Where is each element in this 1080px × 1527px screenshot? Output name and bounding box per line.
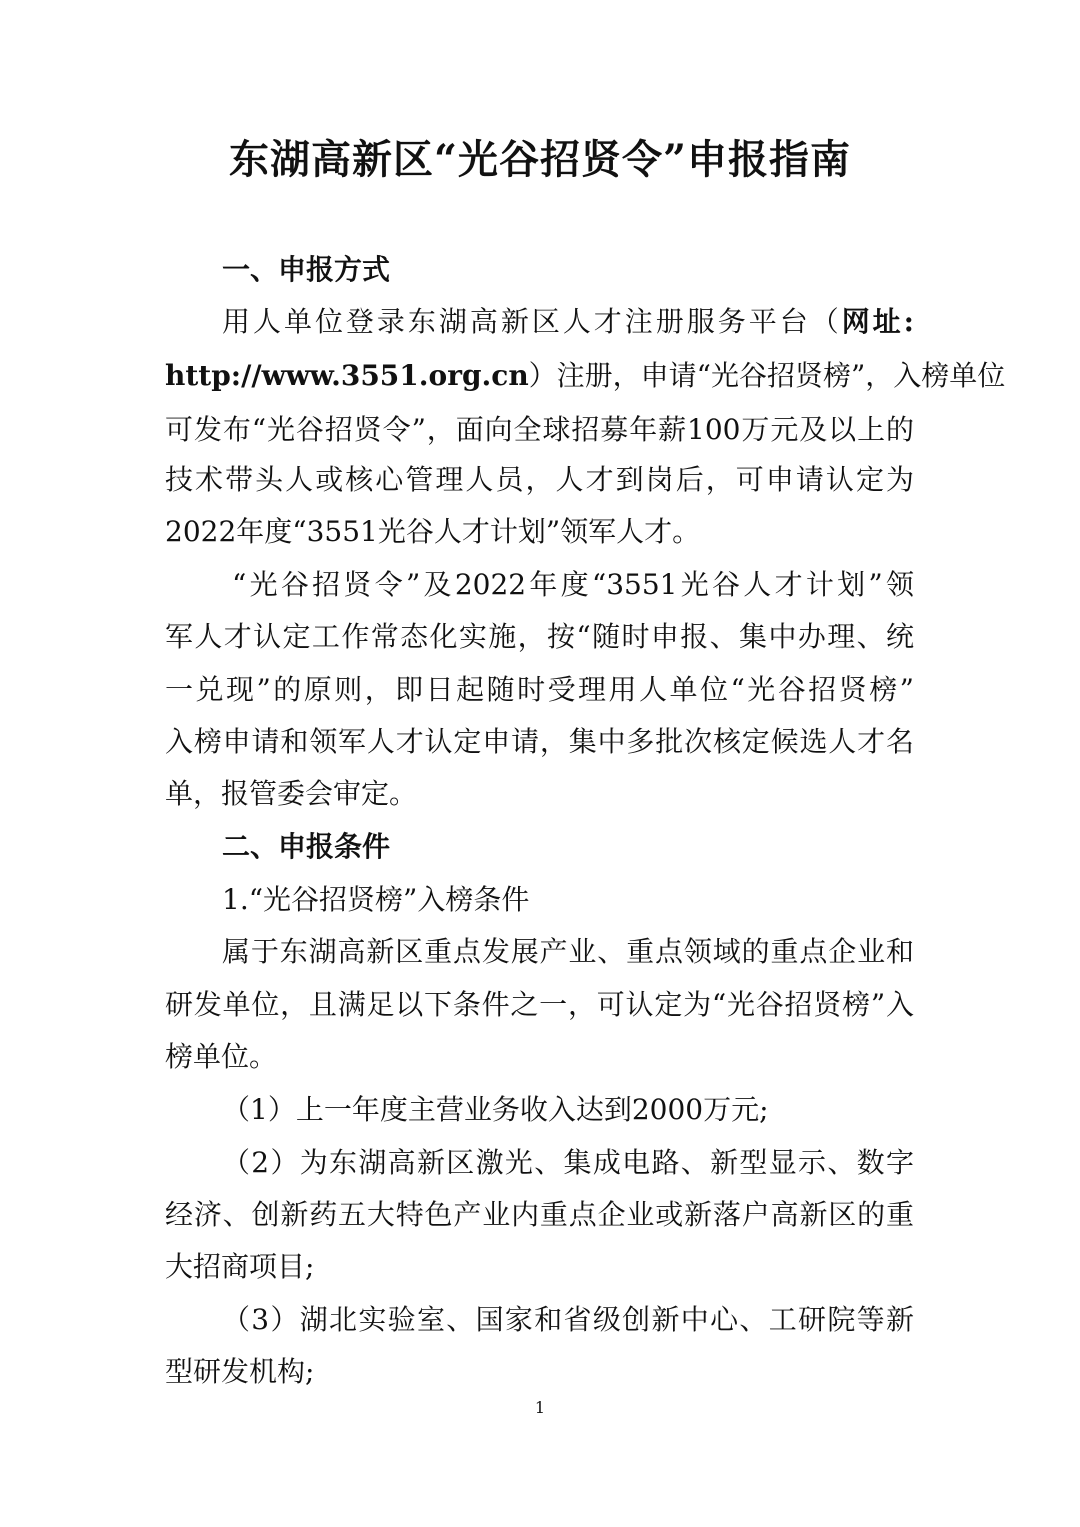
paragraph-line: 军人才认定工作常态化实施，按“随时申报、集中办理、统 xyxy=(165,620,914,653)
paragraph-line: 可发布“光谷招贤令”，面向全球招募年薪100万元及以上的 xyxy=(165,413,914,446)
paragraph-line: 单，报管委会审定。 xyxy=(165,777,418,810)
list-item-continuation: 型研发机构; xyxy=(165,1355,315,1388)
paragraph-line: 一兑现”的原则，即日起随时受理用人单位“光谷招贤榜” xyxy=(165,673,914,706)
paragraph-line: 技术带头人或核心管理人员，人才到岗后，可申请认定为 xyxy=(165,463,914,496)
page-title: 东湖高新区“光谷招贤令”申报指南 xyxy=(228,136,851,183)
paragraph-line: “光谷招贤令”及2022年度“3551光谷人才计划”领 xyxy=(232,568,914,601)
page-number: 1 xyxy=(534,1398,546,1417)
paragraph-line: 入榜申请和领军人才认定申请，集中多批次核定候选人才名 xyxy=(165,725,914,758)
subheading: 1.“光谷招贤榜”入榜条件 xyxy=(222,883,530,916)
section-heading-application-method: 一、申报方式 xyxy=(222,253,391,286)
website-label: 网址: xyxy=(841,305,914,338)
paragraph-text: ）注册，申请“光谷招贤榜”，入榜单位 xyxy=(528,359,1006,392)
paragraph-line: 属于东湖高新区重点发展产业、重点领域的重点企业和 xyxy=(222,935,914,968)
paragraph-text: 用人单位登录东湖高新区人才注册服务平台（ xyxy=(222,305,842,338)
paragraph-line: 2022年度“3551光谷人才计划”领军人才。 xyxy=(165,515,701,548)
section-heading-eligibility: 二、申报条件 xyxy=(222,830,391,863)
paragraph-line: 研发单位，且满足以下条件之一，可认定为“光谷招贤榜”入 xyxy=(165,988,914,1021)
list-item: （1）上一年度主营业务收入达到2000万元; xyxy=(222,1093,769,1126)
paragraph-line xyxy=(222,302,914,342)
list-item-continuation: 大招商项目; xyxy=(165,1250,315,1283)
list-item-continuation: 经济、创新药五大特色产业内重点企业或新落户高新区的重 xyxy=(165,1198,914,1231)
paragraph-line: 榜单位。 xyxy=(165,1040,278,1073)
list-item: （3）湖北实验室、国家和省级创新中心、工研院等新 xyxy=(222,1303,914,1336)
paragraph-line xyxy=(165,356,1006,396)
website-url: http://www.3551.org.cn xyxy=(165,359,529,392)
list-item: （2）为东湖高新区激光、集成电路、新型显示、数字 xyxy=(222,1146,914,1179)
